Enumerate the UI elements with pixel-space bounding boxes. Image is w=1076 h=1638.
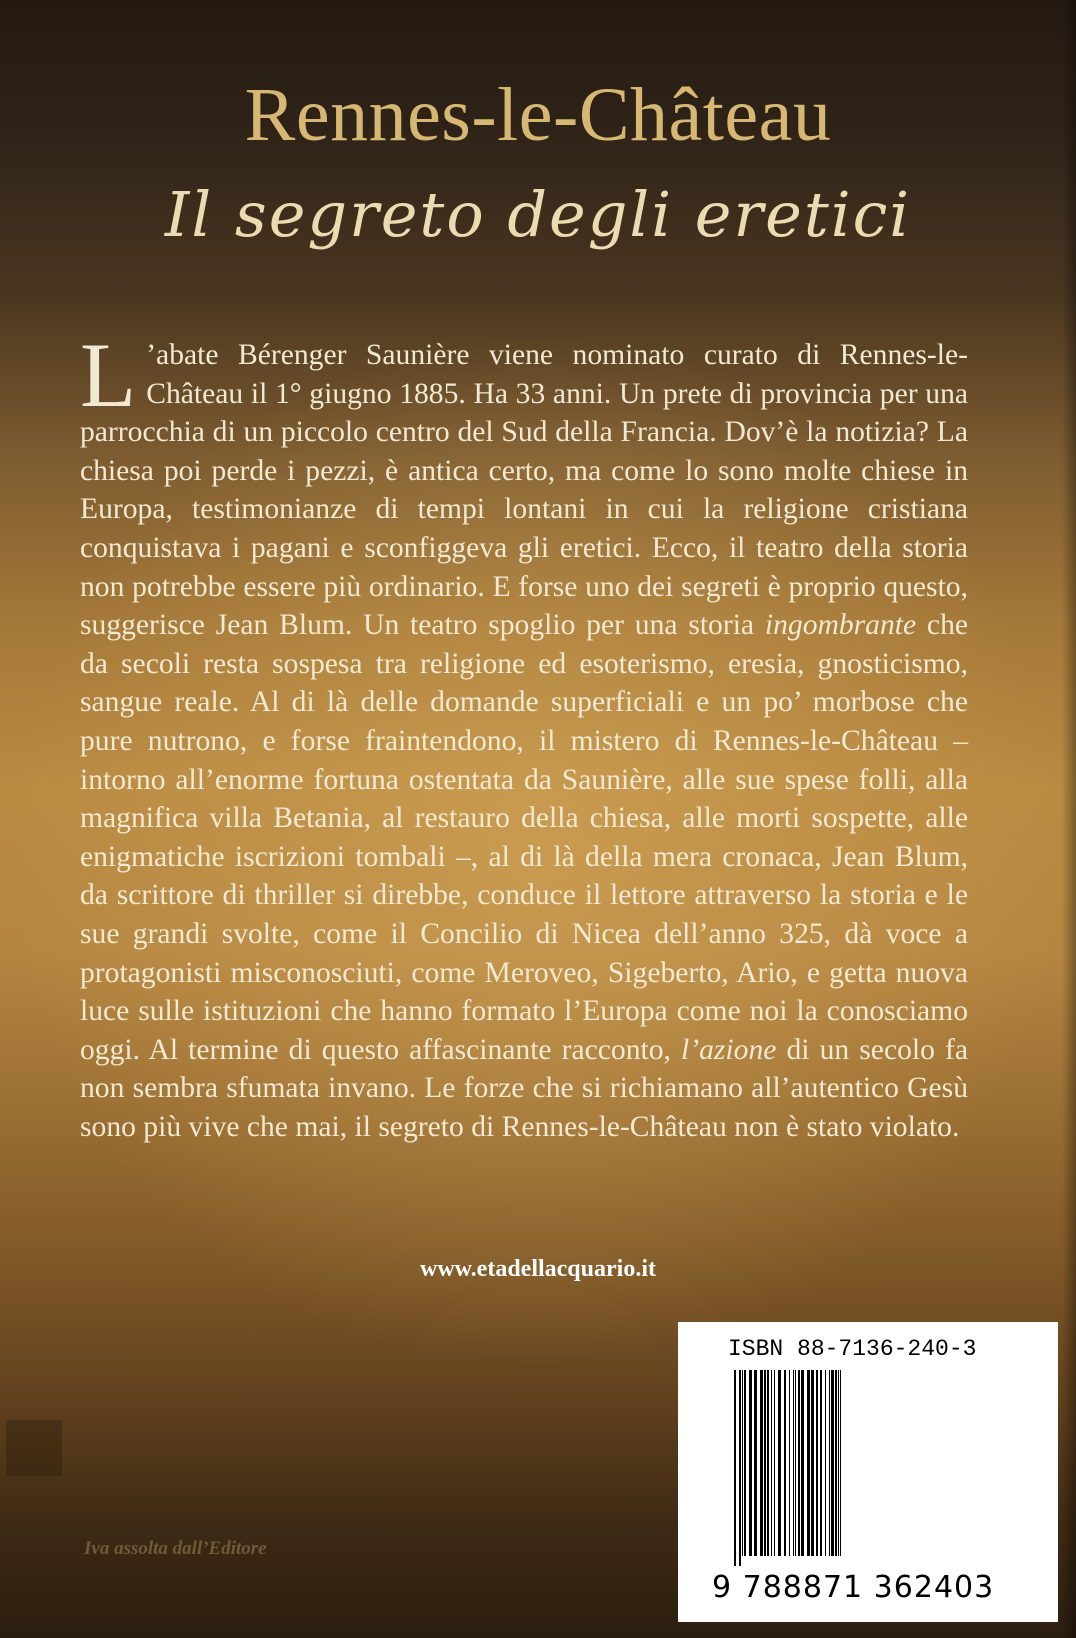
isbn-number: ISBN 88-7136-240-3 xyxy=(728,1336,977,1362)
barcode-bar xyxy=(739,1370,741,1566)
barcode-bar xyxy=(784,1370,786,1556)
barcode-bar xyxy=(778,1370,781,1556)
cover-edge-shadow xyxy=(1062,0,1076,1638)
barcode-bar xyxy=(754,1370,757,1556)
barcode-bar xyxy=(820,1370,822,1556)
blurb-part-1: ’abate Bérenger Saunière viene nominato curato di Rennes-le-Château il 1° giugno 1885. Ha 33 anni. Un prete di provincia per una parrocchia di un piccolo centro del Sud della Francia. Dov’è la notizia? La chiesa poi perde i pezzi, è antica certo, ma come lo sono molte chiese in Europa, testimonianze di tempi lontani in cui la religione cristiana conquistava i pagani e sconfiggeva gli eretici. Ecco, il teatro della storia non potrebbe essere più ordinario. E forse uno dei segreti è proprio questo, suggerisce Jean Blum. Un teatro spoglio per una storia xyxy=(80,339,968,642)
drop-cap: L xyxy=(80,324,137,426)
barcode-panel xyxy=(678,1322,1058,1622)
barcode-bar xyxy=(767,1370,769,1556)
barcode-bar xyxy=(774,1370,775,1556)
barcode-bar xyxy=(771,1370,772,1556)
barcode-bar xyxy=(764,1370,766,1556)
blurb-text xyxy=(80,324,968,1146)
barcode-bar xyxy=(789,1370,790,1556)
barcode-bar xyxy=(835,1370,837,1556)
price-sticker-remnant xyxy=(6,1420,62,1476)
barcode-bar xyxy=(838,1370,839,1556)
barcode-bar xyxy=(742,1370,743,1556)
barcode-bar xyxy=(793,1370,794,1556)
ean-number: 9 788871 362403 xyxy=(712,1570,995,1605)
book-subtitle: Il segreto degli eretici xyxy=(164,178,912,251)
blurb-part-2: che da secoli resta sospesa tra religione ed esoterismo, eresia, gnosticismo, sangue reale. Al di là delle domande superficiali e un po’ morbose che pure nutrono, e forse fraintendono, il mistero di Rennes-le-Château – intorno all’enorme fortuna ostentata da Saunière, alle sue spese folli, alla magnifica villa Betania, al restauro della chiesa, alle morti sospette, alle enigmatiche iscrizioni tombali –, al di là della mera cronaca, Jean Blum, da scrittore di thriller si direbbe, conduce il lettore attraverso la storia e le sue grandi svolte, come il Concilio di Nicea dell’anno 325, dà voce a protagonisti misconosciuti, come Meroveo, Sigeberto, Ario, e getta nuova luce sulle istituzioni che hanno formato l’Europa come noi la conosciamo oggi. Al termine di questo affascinante racconto, xyxy=(80,609,968,1066)
barcode-icon xyxy=(732,1370,1022,1566)
barcode-bar xyxy=(744,1370,746,1556)
blurb-italic-2: l’azione xyxy=(681,1033,777,1066)
barcode-bar xyxy=(831,1370,834,1556)
blurb-part-3: di un secolo fa non sembra sfumata invano. Le forze che si richiamano all’autentico Gesù sono più vive che mai, il segreto di Rennes-le-Château non è stato violato. xyxy=(80,1033,968,1143)
blurb-italic-1: ingombrante xyxy=(764,609,917,642)
barcode-bar xyxy=(811,1370,814,1556)
barcode-bar xyxy=(840,1370,841,1556)
vat-note: Iva assolta dall’Editore xyxy=(84,1538,267,1559)
barcode-bar xyxy=(825,1370,826,1556)
barcode-bar xyxy=(749,1370,752,1556)
barcode-bar xyxy=(807,1370,810,1556)
barcode-bar xyxy=(760,1370,763,1556)
publisher-website: www.etadellacquario.it xyxy=(420,1256,656,1282)
barcode-bar xyxy=(798,1370,800,1556)
barcode-bar xyxy=(795,1370,796,1556)
barcode-bar xyxy=(816,1370,818,1556)
barcode-bar xyxy=(829,1370,830,1556)
barcode-bar xyxy=(801,1370,804,1556)
barcode-bar xyxy=(734,1370,736,1566)
book-title: Rennes-le-Château xyxy=(244,73,832,157)
